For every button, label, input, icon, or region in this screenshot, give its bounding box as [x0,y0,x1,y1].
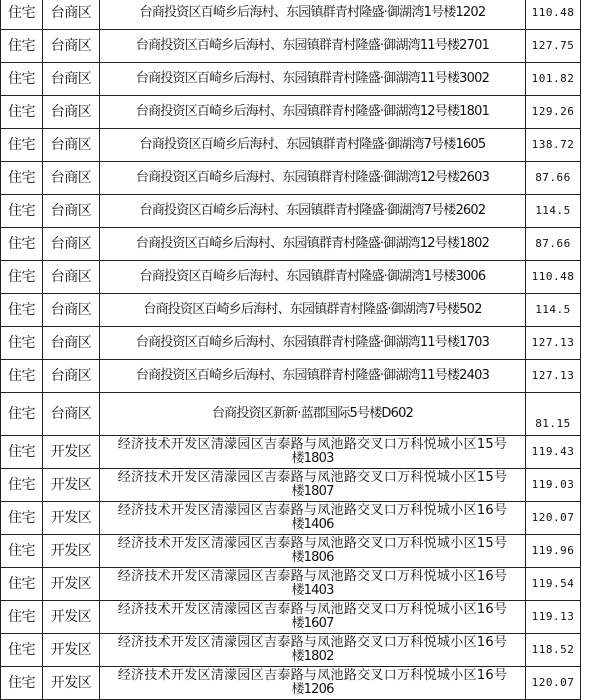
address-cell: 台商投资区百崎乡后海村、东园镇群青村隆盛·御湖湾1号楼1202 [100,0,526,30]
address-cell: 台商投资区百崎乡后海村、东园镇群青村隆盛·御湖湾12号楼1802 [100,228,526,261]
address-line-2: 楼1802 [291,649,334,664]
housing-table-body [1,0,581,700]
area-cell: 87.66 [526,162,581,195]
address-line-2: 楼1403 [291,583,334,598]
address-cell [100,436,526,469]
table-row [1,327,581,360]
address-cell: 台商投资区新新·蓝郡国际5号楼D602 [100,393,526,436]
table-row [1,634,581,667]
property-type-cell: 住宅 [1,129,43,162]
area-cell: 127.13 [526,327,581,360]
area-cell: 118.52 [526,634,581,667]
table-row [1,568,581,601]
table-row [1,129,581,162]
area-cell: 110.48 [526,0,581,30]
district-cell: 台商区 [43,63,100,96]
property-type-cell: 住宅 [1,634,43,667]
district-cell: 开发区 [43,667,100,700]
area-cell: 129.26 [526,96,581,129]
address-cell: 台商投资区百崎乡后海村、东园镇群青村隆盛·御湖湾7号楼2602 [100,195,526,228]
property-type-cell: 住宅 [1,393,43,436]
address-line-1: 经济技术开发区清濛园区吉泰路与凤池路交叉口万科悦城小区16号 [117,503,508,518]
table-row [1,601,581,634]
area-cell: 119.43 [526,436,581,469]
district-cell: 台商区 [43,0,100,30]
property-type-cell: 住宅 [1,228,43,261]
table-row [1,535,581,568]
table-row [1,667,581,700]
address-cell [100,667,526,700]
district-cell: 台商区 [43,327,100,360]
table-row [1,360,581,393]
address-cell: 台商投资区百崎乡后海村、东园镇群青村隆盛·御湖湾11号楼1703 [100,327,526,360]
table-row [1,195,581,228]
table-row [1,63,581,96]
district-cell: 开发区 [43,568,100,601]
area-cell: 119.96 [526,535,581,568]
property-type-cell: 住宅 [1,30,43,63]
address-cell: 台商投资区百崎乡后海村、东园镇群青村隆盛·御湖湾7号楼1605 [100,129,526,162]
address-cell [100,535,526,568]
property-type-cell: 住宅 [1,667,43,700]
address-line-1: 经济技术开发区清濛园区吉泰路与凤池路交叉口万科悦城小区16号 [117,635,508,650]
district-cell: 开发区 [43,634,100,667]
district-cell: 开发区 [43,535,100,568]
table-row [1,502,581,535]
district-cell: 台商区 [43,360,100,393]
table-row [1,436,581,469]
area-cell: 114.5 [526,195,581,228]
area-cell: 120.07 [526,502,581,535]
area-cell: 138.72 [526,129,581,162]
property-type-cell: 住宅 [1,502,43,535]
address-line-1: 经济技术开发区清濛园区吉泰路与凤池路交叉口万科悦城小区15号 [117,536,508,551]
district-cell: 台商区 [43,294,100,327]
property-type-cell: 住宅 [1,294,43,327]
table-row [1,469,581,502]
address-cell [100,601,526,634]
area-cell: 81.15 [526,393,581,436]
address-line-1: 经济技术开发区清濛园区吉泰路与凤池路交叉口万科悦城小区16号 [117,602,508,617]
address-line-1: 经济技术开发区清濛园区吉泰路与凤池路交叉口万科悦城小区16号 [117,668,508,683]
table-row [1,162,581,195]
district-cell: 开发区 [43,469,100,502]
table-row [1,0,581,30]
area-cell: 119.13 [526,601,581,634]
property-type-cell: 住宅 [1,0,43,30]
district-cell: 开发区 [43,502,100,535]
address-cell [100,502,526,535]
district-cell: 开发区 [43,601,100,634]
property-type-cell: 住宅 [1,535,43,568]
address-line-1: 经济技术开发区清濛园区吉泰路与凤池路交叉口万科悦城小区15号 [117,437,508,452]
address-cell [100,469,526,502]
table-row [1,228,581,261]
district-cell: 台商区 [43,195,100,228]
property-type-cell: 住宅 [1,327,43,360]
address-cell [100,568,526,601]
property-type-cell: 住宅 [1,195,43,228]
district-cell: 台商区 [43,162,100,195]
district-cell: 台商区 [43,228,100,261]
address-line-2: 楼1607 [291,616,334,631]
table-row [1,261,581,294]
address-line-2: 楼1406 [291,517,334,532]
table-row [1,294,581,327]
property-type-cell: 住宅 [1,261,43,294]
property-type-cell: 住宅 [1,162,43,195]
address-cell: 台商投资区百崎乡后海村、东园镇群青村隆盛·御湖湾1号楼3006 [100,261,526,294]
property-type-cell: 住宅 [1,568,43,601]
property-type-cell: 住宅 [1,469,43,502]
district-cell: 台商区 [43,261,100,294]
area-cell: 110.48 [526,261,581,294]
address-line-2: 楼1206 [291,682,334,697]
area-cell: 101.82 [526,63,581,96]
table-row [1,393,581,436]
address-line-1: 经济技术开发区清濛园区吉泰路与凤池路交叉口万科悦城小区16号 [117,569,508,584]
area-cell: 120.07 [526,667,581,700]
address-cell: 台商投资区百崎乡后海村、东园镇群青村隆盛·御湖湾12号楼1801 [100,96,526,129]
area-cell: 119.54 [526,568,581,601]
area-cell: 127.13 [526,360,581,393]
property-type-cell: 住宅 [1,601,43,634]
address-line-1: 经济技术开发区清濛园区吉泰路与凤池路交叉口万科悦城小区15号 [117,470,508,485]
table-row [1,30,581,63]
property-type-cell: 住宅 [1,360,43,393]
area-cell: 127.75 [526,30,581,63]
district-cell: 开发区 [43,436,100,469]
address-cell: 台商投资区百崎乡后海村、东园镇群青村隆盛·御湖湾11号楼2701 [100,30,526,63]
area-cell: 87.66 [526,228,581,261]
address-cell: 台商投资区百崎乡后海村、东园镇群青村隆盛·御湖湾11号楼2403 [100,360,526,393]
address-line-2: 楼1807 [291,484,334,499]
property-type-cell: 住宅 [1,63,43,96]
address-cell: 台商投资区百崎乡后海村、东园镇群青村隆盛·御湖湾11号楼3002 [100,63,526,96]
district-cell: 台商区 [43,129,100,162]
district-cell: 台商区 [43,30,100,63]
address-cell: 台商投资区百崎乡后海村、东园镇群青村隆盛·御湖湾7号楼502 [100,294,526,327]
address-cell [100,634,526,667]
area-cell: 114.5 [526,294,581,327]
district-cell: 台商区 [43,393,100,436]
table-row [1,96,581,129]
area-cell: 119.03 [526,469,581,502]
address-cell: 台商投资区百崎乡后海村、东园镇群青村隆盛·御湖湾12号楼2603 [100,162,526,195]
address-line-2: 楼1803 [291,451,334,466]
district-cell: 台商区 [43,96,100,129]
property-type-cell: 住宅 [1,436,43,469]
property-type-cell: 住宅 [1,96,43,129]
address-line-2: 楼1806 [291,550,334,565]
